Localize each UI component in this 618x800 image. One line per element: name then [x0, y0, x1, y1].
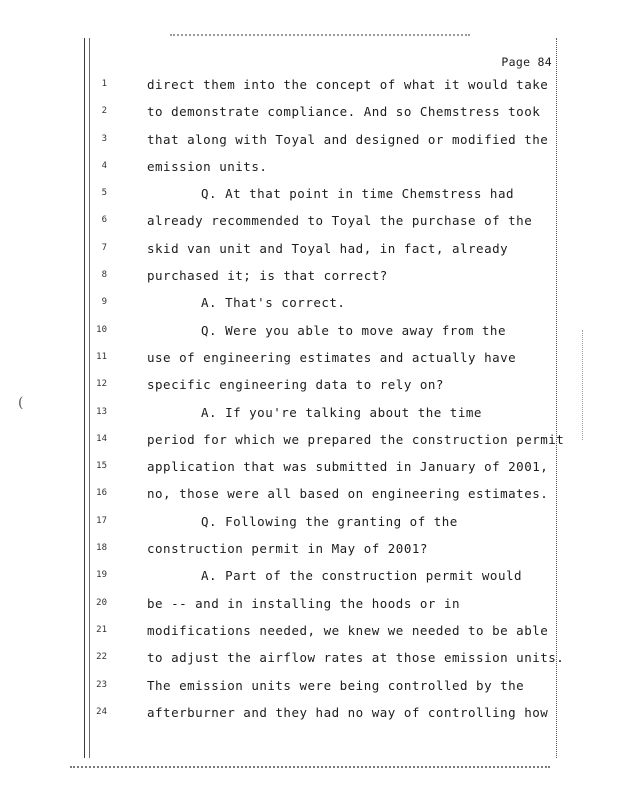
line-number: 18 [96, 543, 107, 554]
scan-noise-top [170, 34, 470, 40]
line-number: 23 [96, 679, 107, 690]
line-text: that along with Toyal and designed or modified the [147, 131, 549, 147]
line-text: Q. Were you able to move away from the [201, 322, 506, 338]
transcript-line [0, 153, 618, 180]
scan-noise-bottom [70, 766, 550, 772]
transcript-line [0, 480, 618, 507]
transcript-line [0, 317, 618, 344]
transcript-line [0, 71, 618, 98]
line-number: 1 [101, 79, 107, 89]
transcript-line [0, 535, 618, 562]
line-number: 22 [96, 652, 107, 663]
line-text: Q. At that point in time Chemstress had [201, 186, 514, 202]
line-text: The emission units were being controlled by the [147, 677, 525, 693]
transcript-line [0, 207, 618, 234]
line-number: 21 [96, 624, 107, 635]
line-text: be -- and in installing the hoods or in [147, 595, 460, 611]
line-text: period for which we prepared the construction permit [147, 431, 565, 447]
page-number: Page 84 [501, 55, 552, 69]
line-text: application that was submitted in January of 2001, [147, 459, 549, 475]
line-number: 2 [101, 106, 107, 117]
line-number: 16 [96, 488, 107, 499]
line-number: 9 [101, 297, 107, 308]
line-text: to adjust the airflow rates at those emission units. [147, 650, 565, 666]
line-number: 12 [96, 379, 107, 390]
line-number: 8 [101, 270, 107, 281]
transcript-line [0, 180, 618, 207]
line-number: 5 [101, 188, 107, 199]
line-number: 20 [96, 597, 107, 608]
line-number: 10 [96, 324, 107, 335]
transcript-line [0, 644, 618, 671]
line-number: 17 [96, 515, 107, 526]
line-number: 7 [101, 242, 107, 253]
line-number: 24 [96, 706, 107, 717]
line-number: 4 [101, 160, 107, 171]
transcript-line [0, 98, 618, 125]
transcript-lines [0, 71, 618, 726]
line-text: direct them into the concept of what it would take [147, 77, 549, 92]
line-text: already recommended to Toyal the purchase of the [147, 213, 533, 229]
line-text: emission units. [147, 158, 268, 174]
transcript-line [0, 399, 618, 426]
line-number: 3 [101, 133, 107, 144]
transcript-line [0, 289, 618, 316]
line-number: 11 [96, 351, 107, 362]
line-text: modifications needed, we knew we needed to be able [147, 622, 549, 638]
transcript-line [0, 126, 618, 153]
transcript-line [0, 508, 618, 535]
line-text: specific engineering data to rely on? [147, 377, 444, 393]
line-number: 15 [96, 461, 107, 472]
transcript-line [0, 672, 618, 699]
transcript-line [0, 562, 618, 589]
line-text: to demonstrate compliance. And so Chemstress took [147, 104, 541, 120]
line-text: use of engineering estimates and actually have [147, 349, 517, 365]
transcript-line [0, 235, 618, 262]
line-text: skid van unit and Toyal had, in fact, already [147, 240, 509, 256]
line-text: A. If you're talking about the time [201, 404, 482, 420]
line-text: no, those were all based on engineering estimates. [147, 486, 549, 502]
line-text: purchased it; is that correct? [147, 268, 388, 284]
line-text: Q. Following the granting of the [201, 513, 458, 529]
transcript-line [0, 699, 618, 726]
line-number: 19 [96, 570, 107, 581]
line-text: A. That's correct. [201, 295, 346, 311]
transcript-line [0, 426, 618, 453]
transcript-line [0, 344, 618, 371]
line-text: construction permit in May of 2001? [147, 541, 428, 557]
line-number: 14 [96, 433, 107, 444]
line-text: A. Part of the construction permit would [201, 568, 523, 584]
line-number: 13 [96, 406, 107, 417]
transcript-line [0, 590, 618, 617]
line-number: 6 [101, 215, 107, 226]
line-text: afterburner and they had no way of controlling how [147, 704, 549, 720]
binding-hole-mark: ( [18, 395, 24, 411]
transcript-line [0, 371, 618, 398]
transcript-line [0, 617, 618, 644]
transcript-line [0, 453, 618, 480]
transcript-line [0, 262, 618, 289]
